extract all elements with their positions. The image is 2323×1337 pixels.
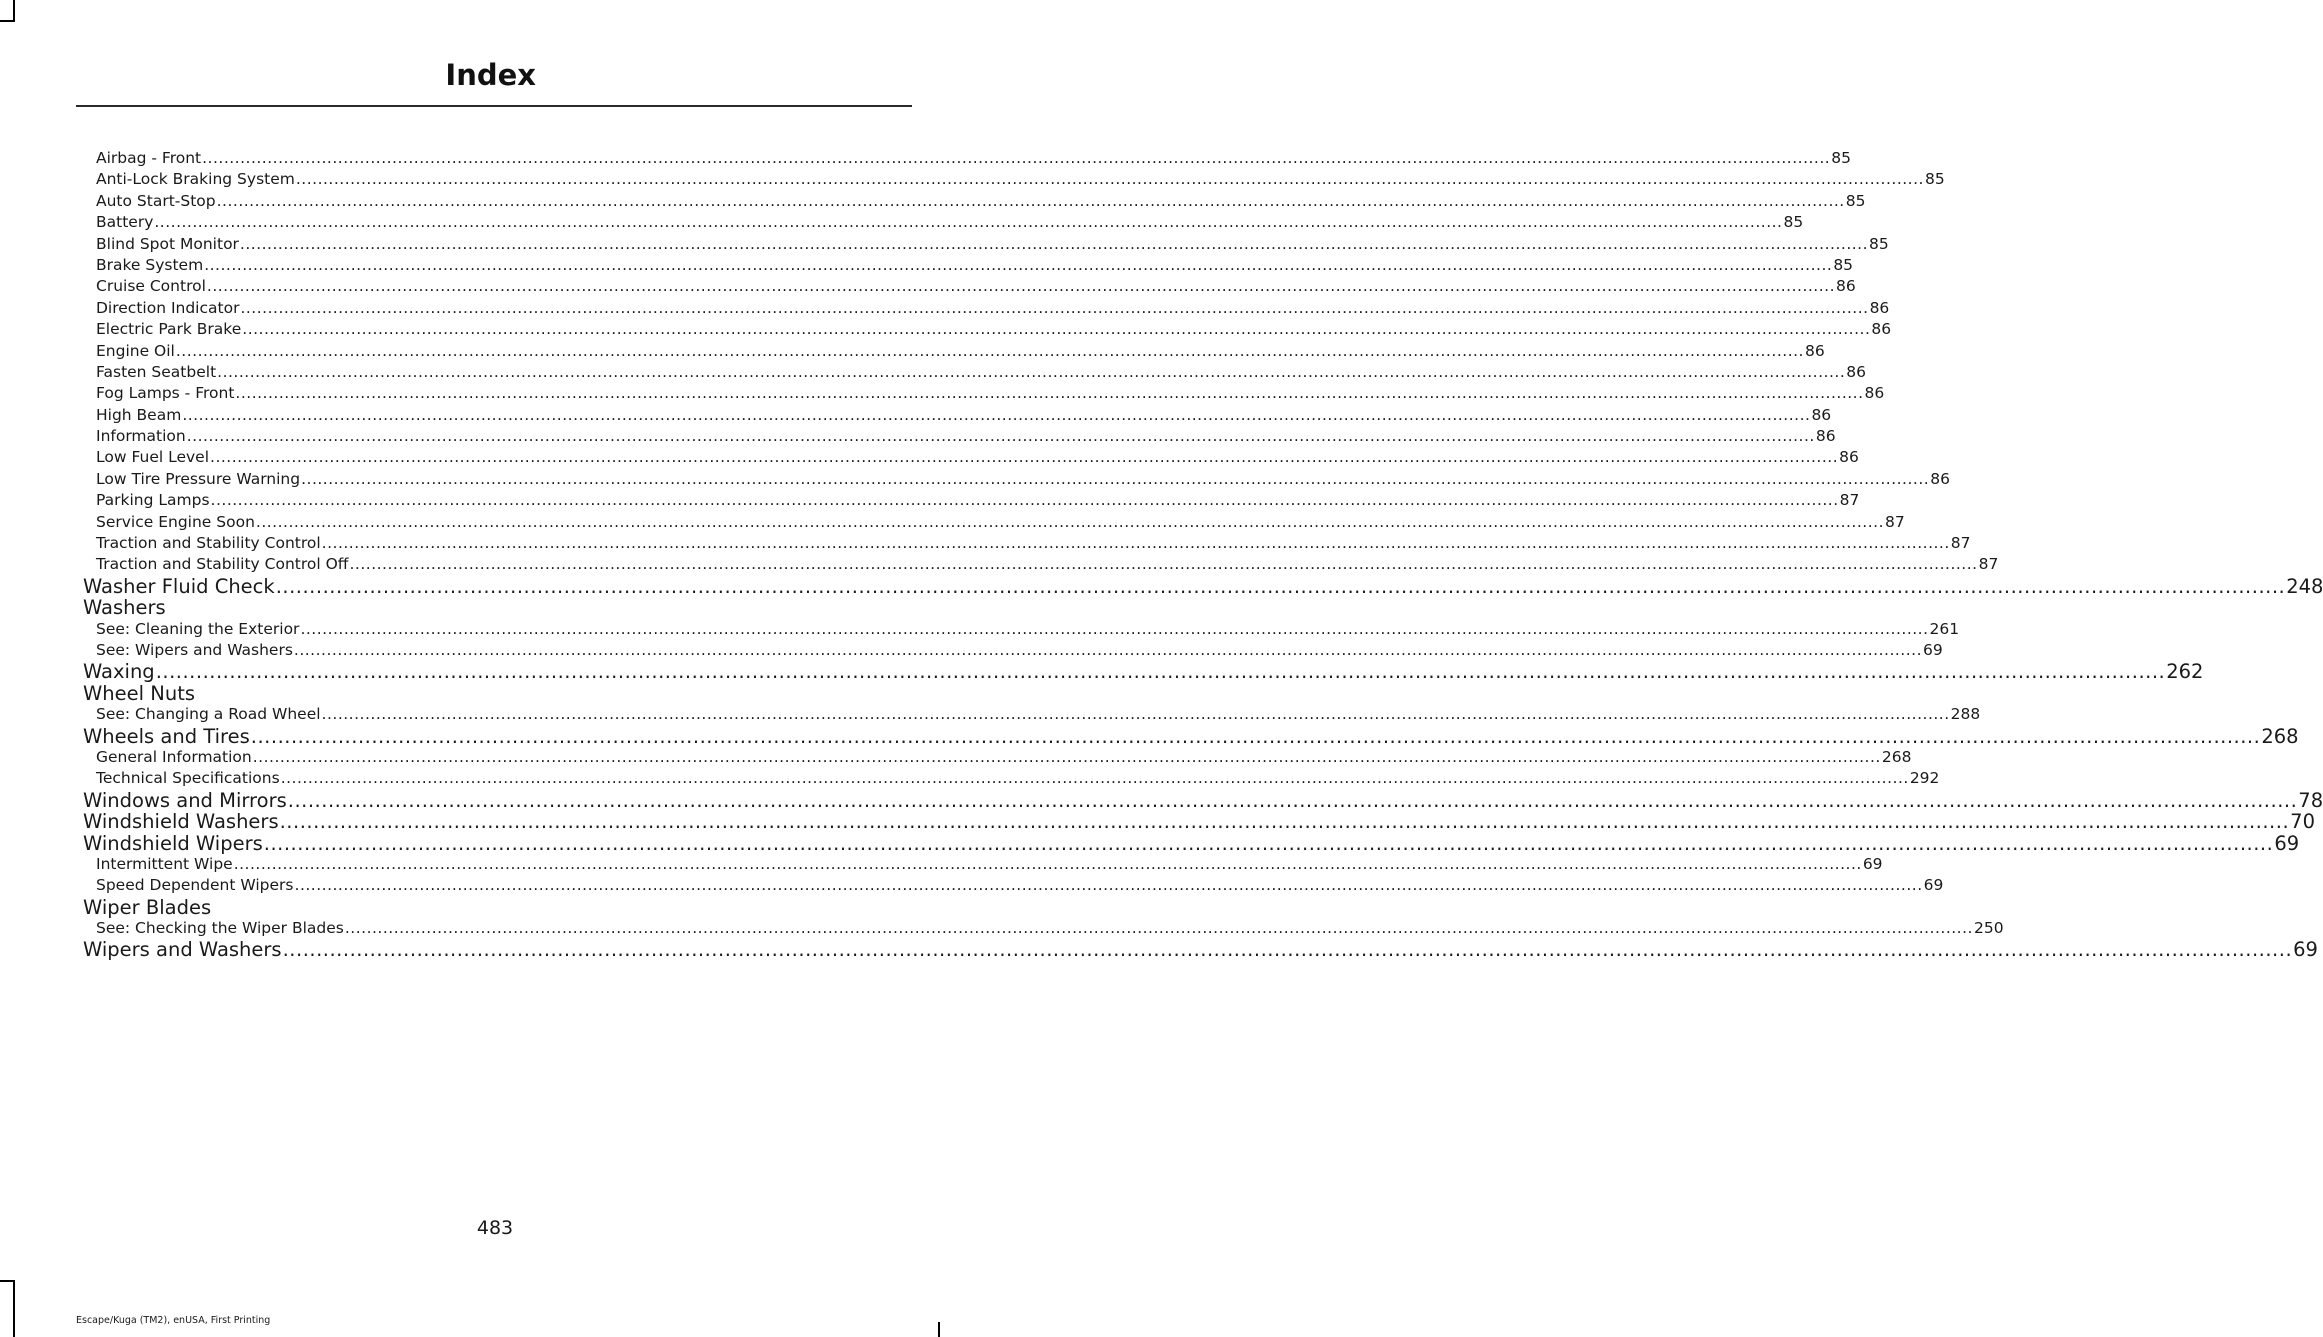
leader-dots: ............................................................................................................................................................................................................................................................................................................	[282, 938, 2293, 962]
entry-page: 268	[2261, 724, 2299, 748]
entry-page: 69	[1923, 876, 1944, 895]
index-subentry	[83, 234, 1889, 255]
index-entry	[83, 597, 473, 618]
entry-label: Low Fuel Level	[96, 448, 210, 467]
entry-page: 86	[1846, 362, 1866, 381]
entry-page: 87	[1839, 491, 1860, 510]
entry-label: Brake System	[96, 255, 204, 274]
index-subentry	[83, 341, 1825, 362]
entry-page: 85	[1924, 170, 1945, 189]
leader-dots: ............................................................................................................................................................................................................................................................................................................	[321, 534, 1950, 553]
leader-dots: ............................................................................................................................................................................................................................................................................................................	[186, 427, 1815, 446]
entry-label: Waxing	[83, 660, 155, 684]
index-entry	[83, 897, 473, 918]
entry-label: Direction Indicator	[96, 298, 240, 317]
leader-dots: ............................................................................................................................................................................................................................................................................................................	[293, 640, 1923, 659]
entry-label: Windshield Wipers	[83, 831, 263, 855]
entry-label: Traction and Stability Control Off	[96, 555, 349, 574]
index-subentry	[83, 148, 1851, 169]
leader-dots: ............................................................................................................................................................................................................................................................................................................	[155, 660, 2166, 684]
header-divider	[76, 105, 912, 107]
index-subentry	[83, 362, 1866, 383]
index-subentry	[83, 875, 1944, 896]
entry-page: 87	[1885, 512, 1905, 531]
entry-page: 85	[1831, 149, 1851, 167]
leader-dots: ............................................................................................................................................................................................................................................................................................................	[294, 876, 1923, 895]
entry-label: Technical Specifications	[96, 769, 280, 788]
index-subentry	[83, 747, 1912, 768]
crop-mark-bottom-left-horizontal	[0, 1280, 15, 1282]
entry-label: Blind Spot Monitor	[96, 234, 239, 253]
index-entry	[83, 810, 2315, 834]
entry-page: 86	[1811, 405, 1832, 424]
leader-dots: ............................................................................................................................................................................................................................................................................................................	[300, 619, 1929, 638]
leader-dots: ............................................................................................................................................................................................................................................................................................................	[321, 705, 1950, 724]
entry-label: Auto Start-Stop	[96, 191, 216, 210]
entry-page: 87	[1950, 534, 1971, 553]
entry-page: 87	[1978, 555, 1999, 574]
index-subentry	[83, 512, 1905, 533]
index-subentry	[83, 191, 1866, 212]
leader-dots: ............................................................................................................................................................................................................................................................................................................	[204, 255, 1833, 274]
index-entry	[83, 574, 2323, 598]
entry-page: 86	[1815, 427, 1836, 446]
leader-dots: ............................................................................................................................................................................................................................................................................................................	[235, 384, 1864, 403]
index-entry	[83, 831, 2300, 855]
leader-dots: ............................................................................................................................................................................................................................................................................................................	[217, 362, 1846, 381]
entry-label: Wiper Blades	[83, 895, 212, 919]
leader-dots: ............................................................................................................................................................................................................................................................................................................	[175, 341, 1804, 360]
crop-mark-bottom-right-vertical	[938, 1322, 940, 1337]
entry-label: Windows and Mirrors	[83, 788, 287, 812]
index-entry	[83, 683, 473, 704]
page-number: 483	[476, 1217, 514, 1239]
leader-dots: ............................................................................................................................................................................................................................................................................................................	[349, 555, 1978, 574]
index-subentry	[83, 383, 1885, 404]
entry-page: 86	[1930, 469, 1950, 488]
entry-label: Washers	[83, 596, 166, 620]
index-subentry	[83, 276, 1856, 297]
index-subentry	[83, 319, 1892, 340]
leader-dots: ............................................................................................................................................................................................................................................................................................................	[242, 320, 1871, 339]
entry-page: 86	[1836, 277, 1856, 296]
entry-page: 69	[2293, 938, 2318, 962]
entry-page: 85	[1833, 255, 1854, 274]
leader-dots: ............................................................................................................................................................................................................................................................................................................	[216, 191, 1845, 210]
leader-dots: ............................................................................................................................................................................................................................................................................................................	[344, 919, 1973, 938]
index-subentry	[83, 490, 1860, 511]
entry-page: 248	[2286, 574, 2323, 598]
leader-dots: ............................................................................................................................................................................................................................................................................................................	[206, 277, 1836, 296]
entry-page: 268	[1881, 747, 1912, 766]
entry-label: Fasten Seatbelt	[96, 362, 217, 381]
leader-dots: ............................................................................................................................................................................................................................................................................................................	[202, 149, 1831, 167]
index-subentry	[83, 768, 1940, 789]
index-subentry	[83, 704, 1981, 725]
index-subentry	[83, 640, 1943, 661]
leader-dots: ............................................................................................................................................................................................................................................................................................................	[154, 213, 1783, 232]
entry-label: Low Tire Pressure Warning	[96, 469, 301, 488]
leader-dots: ............................................................................................................................................................................................................................................................................................................	[239, 234, 1869, 253]
leader-dots: ............................................................................................................................................................................................................................................................................................................	[263, 831, 2274, 855]
entry-label: Wheel Nuts	[83, 681, 196, 705]
entry-label: General Information	[96, 747, 252, 766]
index-subentry	[83, 298, 1890, 319]
entry-page: 70	[2290, 810, 2315, 834]
entry-page: 85	[1869, 234, 1889, 253]
entry-label: Traction and Stability Control	[96, 534, 321, 553]
index-subentry	[83, 426, 1836, 447]
leader-dots: ............................................................................................................................................................................................................................................................................................................	[240, 298, 1869, 317]
entry-page: 69	[2274, 831, 2300, 855]
entry-label: See: Wipers and Washers	[96, 640, 293, 659]
entry-page: 261	[1929, 619, 1960, 638]
index-list	[83, 148, 2323, 962]
index-entry	[83, 660, 2204, 684]
leader-dots: ............................................................................................................................................................................................................................................................................................................	[182, 405, 1811, 424]
index-subentry	[83, 169, 1945, 190]
entry-page: 69	[1862, 854, 1883, 873]
index-subentry	[83, 854, 1883, 875]
entry-label: Service Engine Soon	[96, 512, 255, 531]
entry-label: Wheels and Tires	[83, 724, 250, 748]
entry-label: Electric Park Brake	[96, 320, 242, 339]
entry-page: 85	[1783, 213, 1804, 232]
entry-page: 288	[1950, 705, 1981, 724]
entry-label: Battery	[96, 213, 154, 232]
entry-label: See: Cleaning the Exterior	[96, 619, 300, 638]
leader-dots: ............................................................................................................................................................................................................................................................................................................	[210, 491, 1839, 510]
entry-label: Cruise Control	[96, 277, 206, 296]
entry-page: 69	[1923, 640, 1943, 659]
index-subentry	[83, 619, 1960, 640]
index-subentry	[83, 533, 1971, 554]
page-title: Index	[445, 58, 536, 92]
index-entry	[83, 788, 2323, 812]
index-subentry	[83, 212, 1804, 233]
entry-page: 86	[1864, 384, 1885, 403]
entry-page: 262	[2166, 660, 2204, 684]
entry-page: 292	[1909, 769, 1940, 788]
index-entry	[83, 724, 2299, 748]
entry-label: Windshield Washers	[83, 810, 279, 834]
entry-label: Airbag - Front	[96, 149, 202, 167]
entry-label: Wipers and Washers	[83, 938, 282, 962]
leader-dots: ............................................................................................................................................................................................................................................................................................................	[287, 788, 2298, 812]
leader-dots: ............................................................................................................................................................................................................................................................................................................	[250, 724, 2261, 748]
entry-page: 86	[1871, 320, 1892, 339]
entry-label: Washer Fluid Check	[83, 574, 275, 598]
leader-dots: ............................................................................................................................................................................................................................................................................................................	[210, 448, 1839, 467]
entry-label: Speed Dependent Wipers	[96, 876, 294, 895]
index-subentry	[83, 255, 1854, 276]
entry-label: High Beam	[96, 405, 182, 424]
entry-page: 250	[1973, 919, 2004, 938]
leader-dots: ............................................................................................................................................................................................................................................................................................................	[280, 769, 1909, 788]
index-subentry	[83, 554, 1999, 575]
entry-label: See: Changing a Road Wheel	[96, 705, 321, 724]
crop-mark-top-left-vertical	[13, 0, 15, 20]
index-subentry	[83, 405, 1832, 426]
crop-mark-bottom-left-vertical	[13, 1280, 15, 1337]
entry-page: 86	[1839, 448, 1859, 467]
entry-label: Intermittent Wipe	[96, 854, 233, 873]
leader-dots: ............................................................................................................................................................................................................................................................................................................	[279, 810, 2290, 834]
entry-page: 86	[1869, 298, 1890, 317]
leader-dots: ............................................................................................................................................................................................................................................................................................................	[233, 854, 1862, 873]
footer-text: Escape/Kuga (TM2), enUSA, First Printing	[76, 1315, 271, 1326]
entry-label: See: Checking the Wiper Blades	[96, 919, 344, 938]
entry-page: 86	[1804, 341, 1825, 360]
entry-label: Information	[96, 427, 186, 446]
leader-dots: ............................................................................................................................................................................................................................................................................................................	[301, 469, 1930, 488]
crop-mark-top-left-horizontal	[0, 20, 15, 22]
entry-label: Anti-Lock Braking System	[96, 170, 295, 189]
leader-dots: ............................................................................................................................................................................................................................................................................................................	[252, 747, 1881, 766]
leader-dots: ............................................................................................................................................................................................................................................................................................................	[255, 512, 1884, 531]
index-subentry	[83, 918, 2004, 939]
entry-label: Fog Lamps - Front	[96, 384, 235, 403]
entry-label: Parking Lamps	[96, 491, 210, 510]
index-subentry	[83, 447, 1859, 468]
entry-label: Engine Oil	[96, 341, 175, 360]
entry-page: 85	[1845, 191, 1866, 210]
leader-dots: ............................................................................................................................................................................................................................................................................................................	[295, 170, 1924, 189]
index-entry	[83, 938, 2318, 962]
index-subentry	[83, 469, 1950, 490]
leader-dots: ............................................................................................................................................................................................................................................................................................................	[275, 574, 2286, 598]
entry-page: 78	[2298, 788, 2323, 812]
